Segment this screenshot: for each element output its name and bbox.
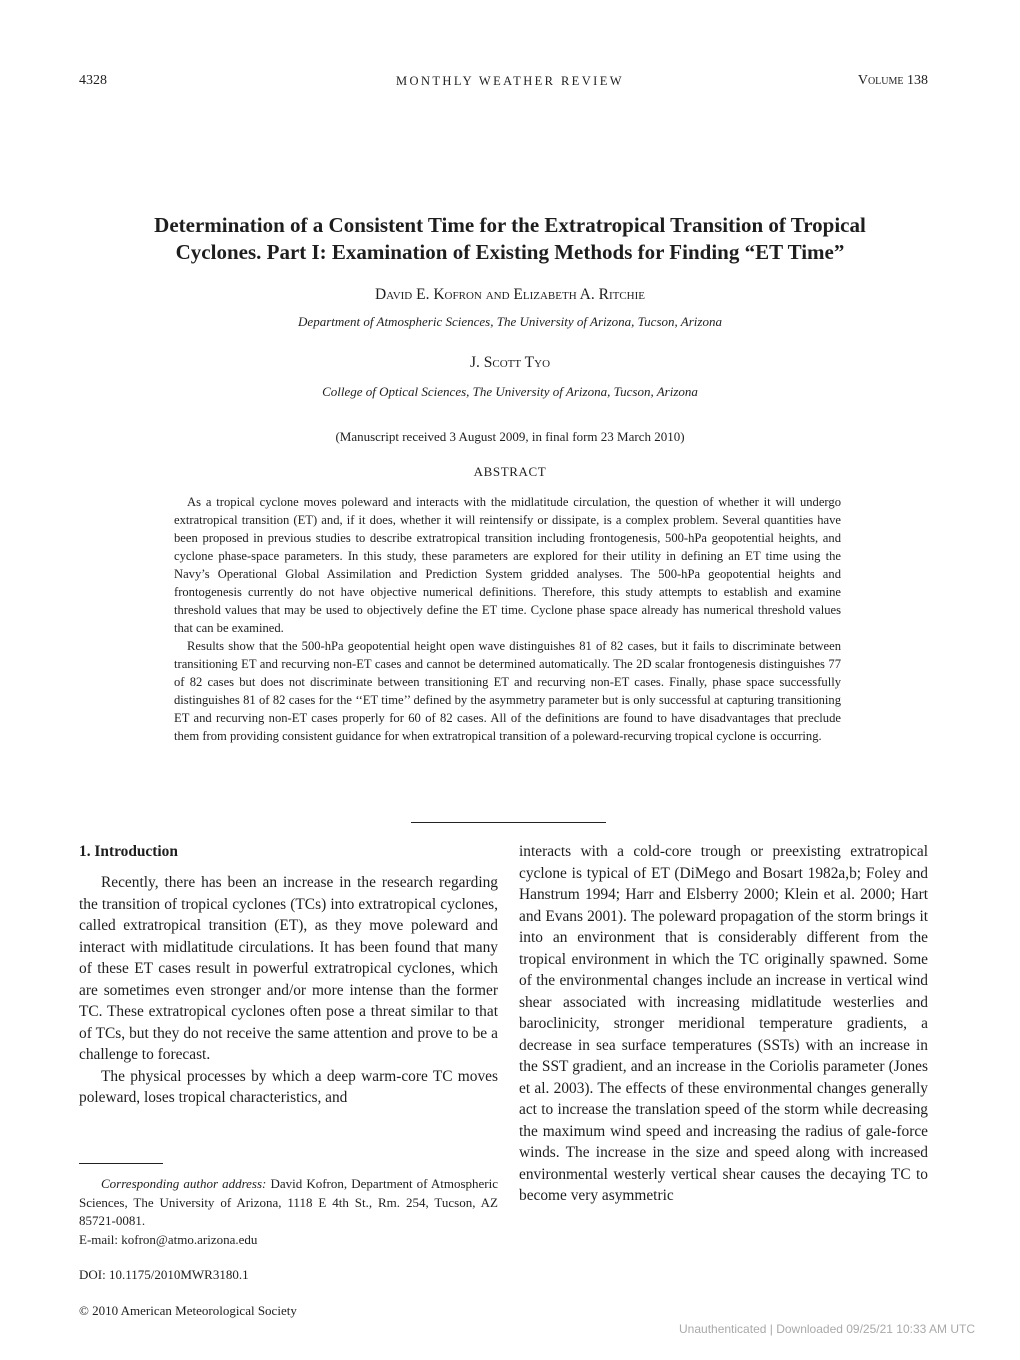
journal-name: MONTHLY WEATHER REVIEW (396, 74, 624, 88)
authors-secondary: J. Scott Tyo (469, 354, 551, 371)
abstract-paragraph: Results show that the 500-hPa geopotential height open wave distinguishes 81 of 82 cases, but it fails to discriminate between transitioning ET and recurving non-ET cases and cannot be determined automatically. The 2D scalar frontogenesis distinguishes 77 of 82 cases but does not discriminate between transitioning ET and recurving non-ET cases. Finally, phase space successfully distinguishes 81 of 82 cases for the ‘‘ET time’’ defined by the asymmetry parameter but is only successful at capturing transitioning ET and recurving non-ET cases properly for 60 of 82 cases. All of the definitions are found to have disadvantages that preclude them from providing consistent guidance for when extratropical transition of a poleward-recurving tropical cyclone is occurring. (174, 639, 841, 743)
section-heading: 1. Introduction (79, 843, 178, 860)
copyright: © 2010 American Meteorological Society (79, 1303, 297, 1318)
manuscript-received: (Manuscript received 3 August 2009, in final form 23 March 2010) (335, 429, 685, 444)
body-paragraph: The physical processes by which a deep warm-core TC moves poleward, loses tropical characteristics, and (79, 1067, 498, 1106)
abstract-divider (411, 822, 606, 823)
title-line-2: Cyclones. Part I: Examination of Existing Methods for Finding “ET Time” (175, 240, 845, 264)
affiliation-primary: Department of Atmospheric Sciences, The University of Arizona, Tucson, Arizona (298, 314, 722, 329)
article-title (80, 212, 940, 266)
doi: DOI: 10.1175/2010MWR3180.1 (79, 1267, 249, 1282)
footnote (79, 1175, 498, 1249)
footnote-divider (79, 1163, 163, 1164)
footnote-email: E-mail: kofron@atmo.arizona.edu (79, 1231, 258, 1247)
footnote-label: Corresponding author address: (101, 1176, 267, 1191)
right-column (519, 841, 928, 1207)
affiliation-secondary: College of Optical Sciences, The University of Arizona, Tucson, Arizona (322, 384, 698, 399)
body-paragraph: Recently, there has been an increase in the research regarding the transition of tropical cyclones (TCs) into extratropical cyclones, called extratropical transition (ET), as they move poleward and interact with midlatitude circulations. It has been found that many of these ET cases result in powerful extratropical cyclones, which are sometimes even stronger and/or more intense than the former TC. These extratropical cyclones often pose a threat similar to that of TCs, but they do not receive the same attention and prove to be a challenge to forecast. (79, 874, 498, 1063)
abstract (174, 493, 841, 745)
page-number: 4328 (79, 73, 107, 88)
download-notice: Unauthenticated | Downloaded 09/25/21 10:33 AM UTC (679, 1322, 975, 1336)
left-column (79, 872, 498, 1109)
abstract-heading: ABSTRACT (473, 464, 547, 479)
body-paragraph: interacts with a cold-core trough or preexisting extratropical cyclone is typical of ET (DiMego and Bosart 1982a,b; Foley and Hanstrum 1994; Harr and Elsberry 2000; Klein et al. 2000; Hart and Evans 2001). The poleward propagation of the storm brings it into an environment that is considerably different from the tropical environment in which the TC originally spawned. Some of the environmental changes include an increase in vertical wind shear associated with increasing midlatitude westerlies and baroclinicity, stronger meridional temperature gradients, a decrease in sea surface temperatures (SSTs) with an increase in the SST gradient, and an increase in the Coriolis parameter (Jones et al. 2003). The effects of these environmental changes generally act to increase the translation speed of the storm while decreasing the maximum wind speed and increasing the radius of gale-force winds. The increase in the size and speed along with increased environmental westerly vertical shear causes the decaying TC to become very asymmetric (519, 843, 928, 1204)
abstract-paragraph: As a tropical cyclone moves poleward and interacts with the midlatitude circulation, the question of whether it will undergo extratropical transition (ET) and, if it does, whether it will reintensify or dissipate, is a complex problem. Several quantities have been proposed in previous studies to describe extratropical transition including frontogenesis, 500-hPa geopotential heights, and cyclone phase-space parameters. In this study, these parameters are explored for their utility in defining an ET time using the Navy’s Operational Global Assimilation and Prediction System gridded analyses. The 500-hPa geopotential heights and frontogenesis currently do not have objective numerical definitions. Therefore, this study attempts to establish and examine threshold values that may be used to objectively define the ET time. Cyclone phase space already has numerical threshold values that can be examined. (174, 495, 841, 635)
title-line-1: Determination of a Consistent Time for the Extratropical Transition of Tropical (154, 213, 866, 237)
footnote-address: David Kofron, Department of Atmospheric Sciences, The University of Arizona, 1118 E 4th St., Rm. 254, Tucson, AZ 85721-0081. (79, 1176, 499, 1228)
authors-primary: David E. Kofron and Elizabeth A. Ritchie (374, 286, 645, 303)
volume-label: Volume 138 (857, 73, 928, 88)
